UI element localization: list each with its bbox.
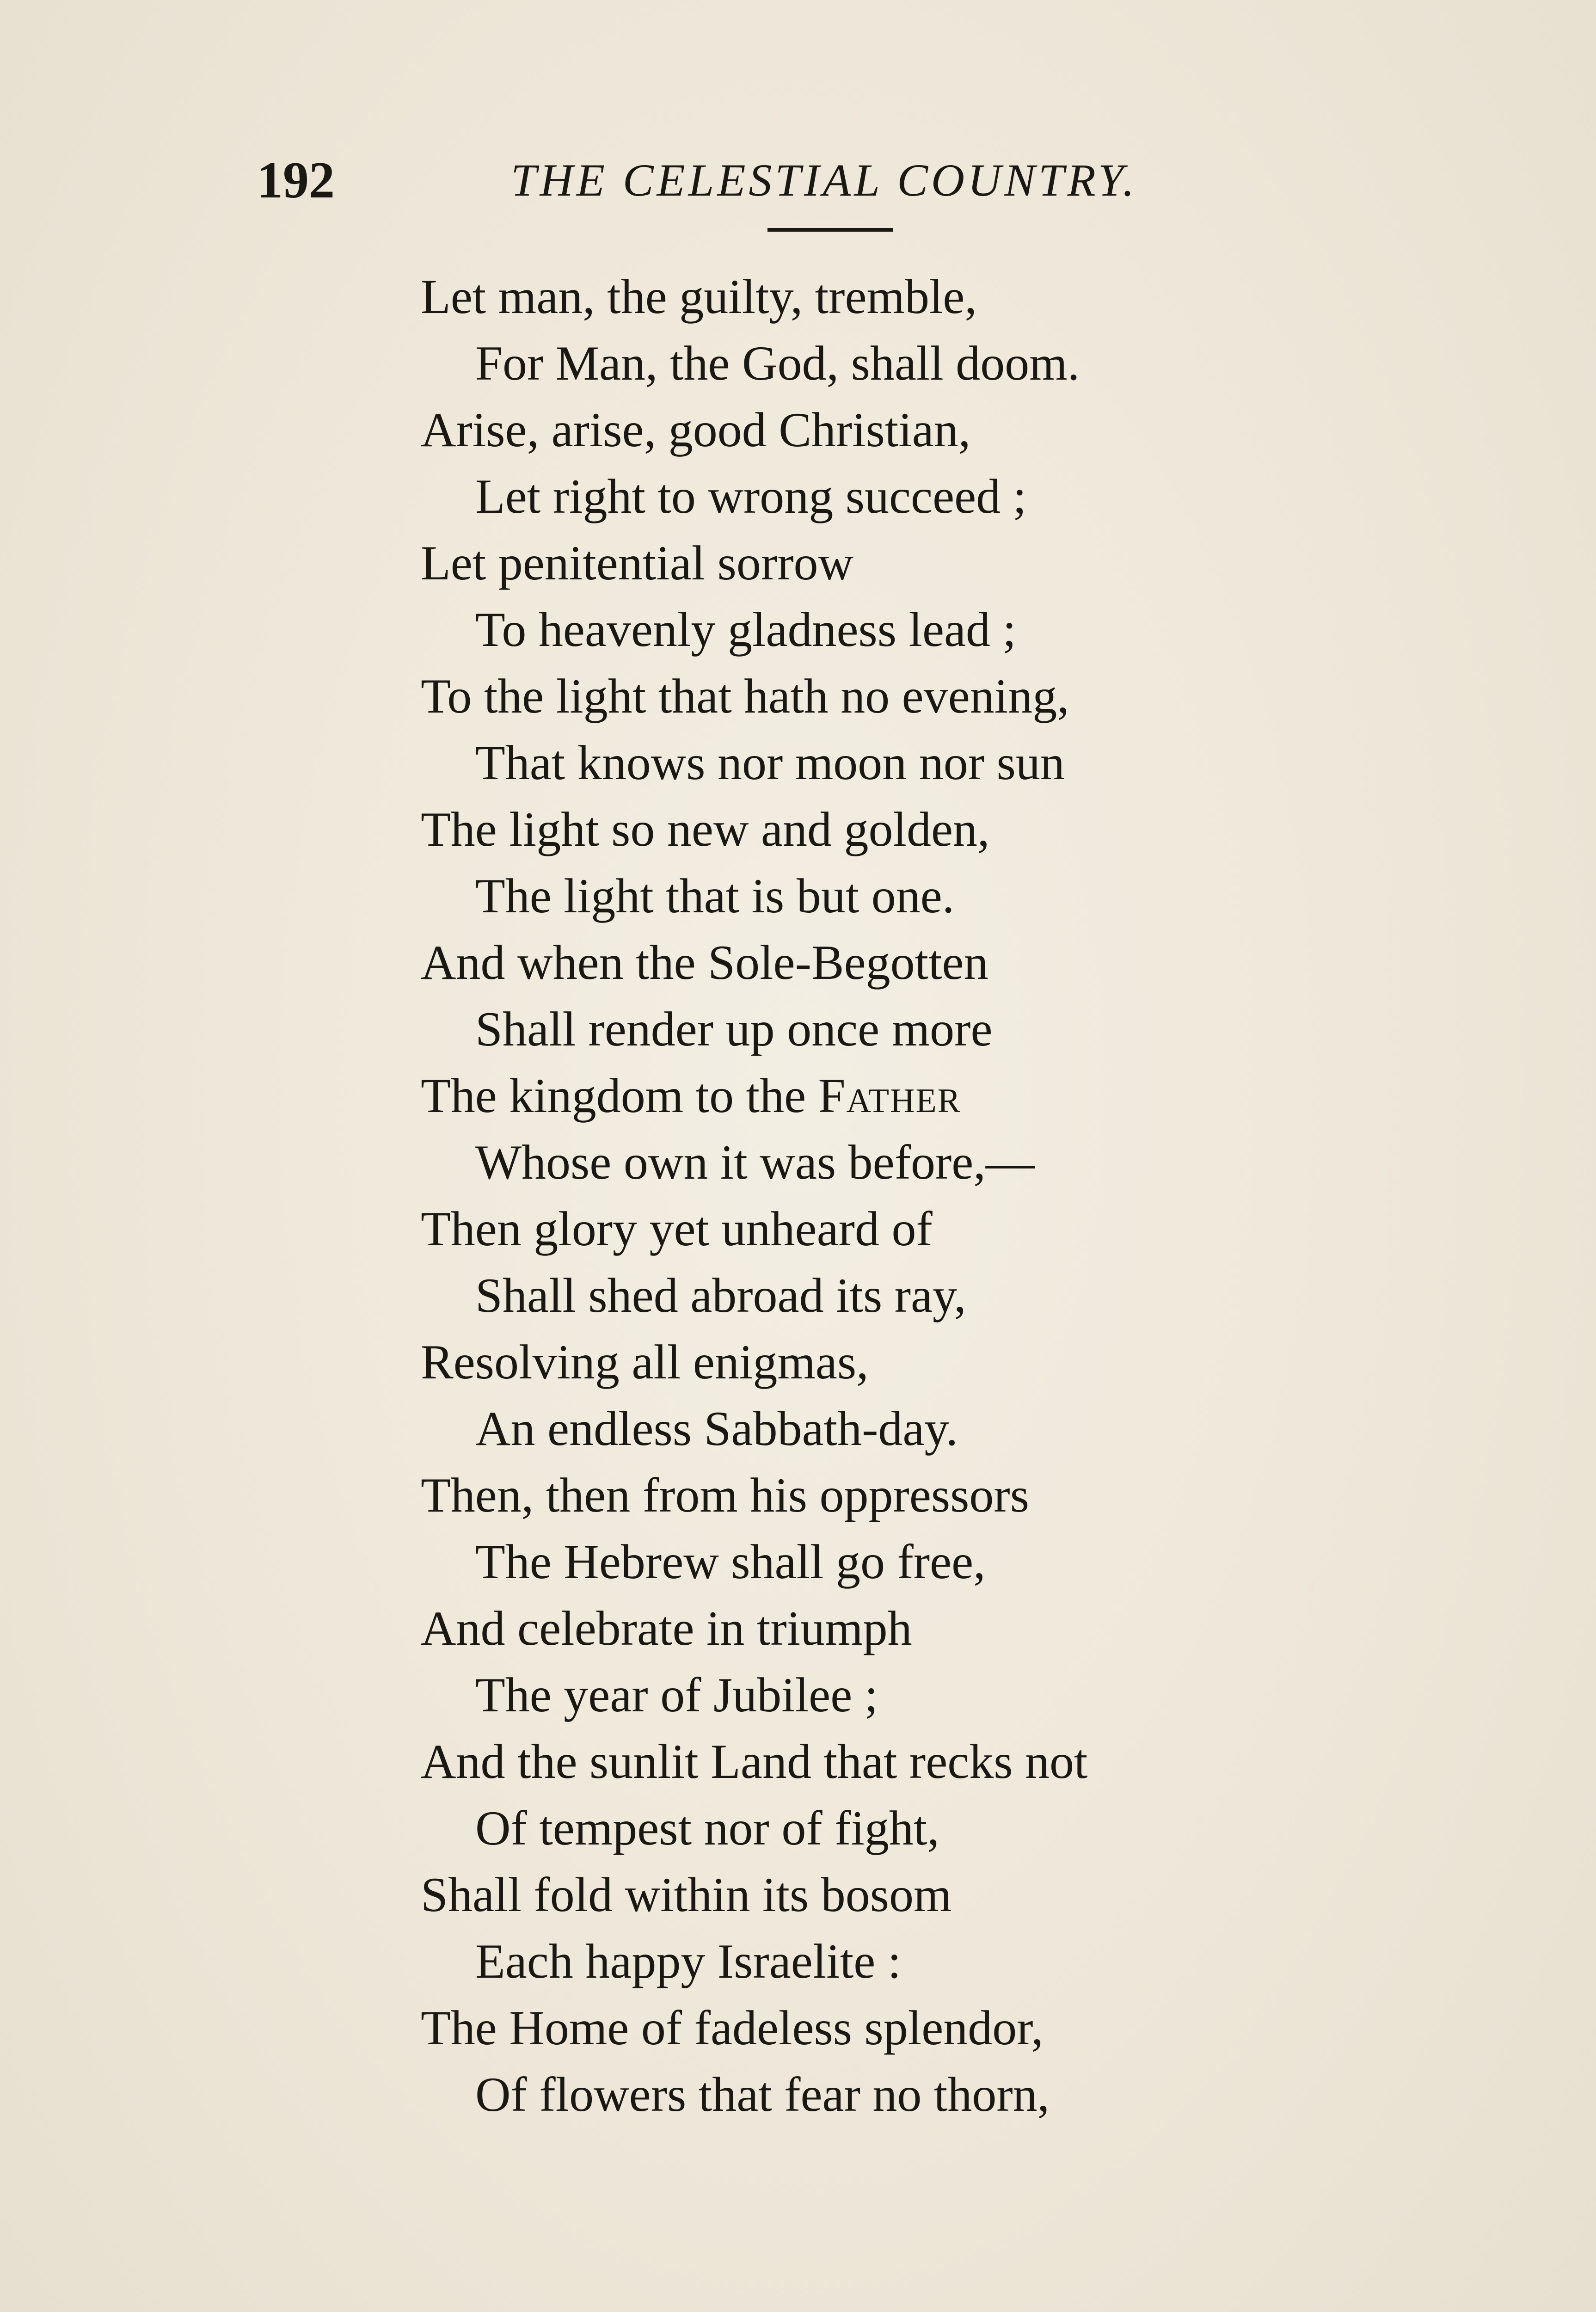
poem-line-text: The kingdom to the [421,1069,818,1123]
poem-line [421,996,1530,1063]
poem-line [421,2061,1530,2128]
title-rule [767,228,893,232]
poem-line [421,1462,1530,1529]
running-title: THE CELESTIAL COUNTRY. [511,154,1138,206]
poem-line-text: Each happy Israelite : [475,1934,902,1988]
poem-line [421,663,1530,730]
poem-line [421,264,1530,330]
poem-line [421,1728,1530,1795]
page-number: 192 [257,152,335,209]
poem-line-text: The year of Jubilee ; [475,1668,878,1722]
poem-line [421,530,1530,596]
poem-line-text: Let right to wrong succeed ; [475,469,1027,523]
poem-line [421,596,1530,663]
poem-line [421,1995,1530,2061]
poem-line-text: An endless Sabbath-day. [475,1402,958,1456]
poem-line-text: Then glory yet unheard of [421,1202,933,1256]
poem-line-text: Resolving all enigmas, [421,1335,869,1389]
poem-line-text: The Hebrew shall go free, [475,1535,986,1589]
poem-line [421,1662,1530,1728]
poem-line-text: Of flowers that fear no thorn, [475,2067,1050,2121]
poem-line [421,1196,1530,1262]
poem-body [421,264,1530,2128]
poem-line [421,1129,1530,1196]
poem-line [421,1928,1530,1995]
poem-line-text: Whose own it was before,— [475,1135,1035,1189]
poem-line-text: For Man, the God, shall doom. [475,336,1080,390]
poem-line-text: Shall shed abroad its ray, [475,1268,966,1322]
poem-line [421,1529,1530,1595]
poem-line-text: That knows nor moon nor sun [475,736,1065,790]
poem-line [421,1262,1530,1329]
poem-line-text: Of tempest nor of fight, [475,1801,939,1855]
poem-line [421,463,1530,530]
poem-line-text: Let penitential sorrow [421,536,854,590]
poem-line-text: The light so new and golden, [421,802,990,856]
poem-line-text: The Home of fadeless splendor, [421,2001,1044,2055]
poem-line [421,1595,1530,1662]
poem-line-text: Shall fold within its bosom [421,1868,952,1922]
poem-line-text: Shall render up once more [475,1002,993,1056]
poem-line-text: And the sunlit Land that recks not [421,1734,1088,1789]
poem-line-text: To the light that hath no evening, [421,669,1069,723]
poem-line [421,863,1530,929]
poem-line [421,796,1530,863]
poem-line-text: The light that is but one. [475,869,955,923]
poem-line [421,1329,1530,1396]
poem-line-text: To heavenly gladness lead ; [475,603,1016,657]
poem-line [421,1396,1530,1462]
poem-line [421,397,1530,463]
poem-line [421,929,1530,996]
poem-line [421,330,1530,397]
poem-line-text: Arise, arise, good Christian, [421,403,971,457]
poem-line-text: And celebrate in triumph [421,1601,912,1655]
poem-line-text: Then, then from his oppressors [421,1468,1029,1522]
page-header [0,148,1596,213]
poem-line-small-caps: Father [818,1069,962,1123]
poem-line [421,1795,1530,1862]
poem-line-text: Let man, the guilty, tremble, [421,270,977,324]
poem-line [421,730,1530,796]
poem-line [421,1862,1530,1928]
poem-line [421,1063,1530,1129]
poem-line-text: And when the Sole-Begotten [421,935,988,990]
